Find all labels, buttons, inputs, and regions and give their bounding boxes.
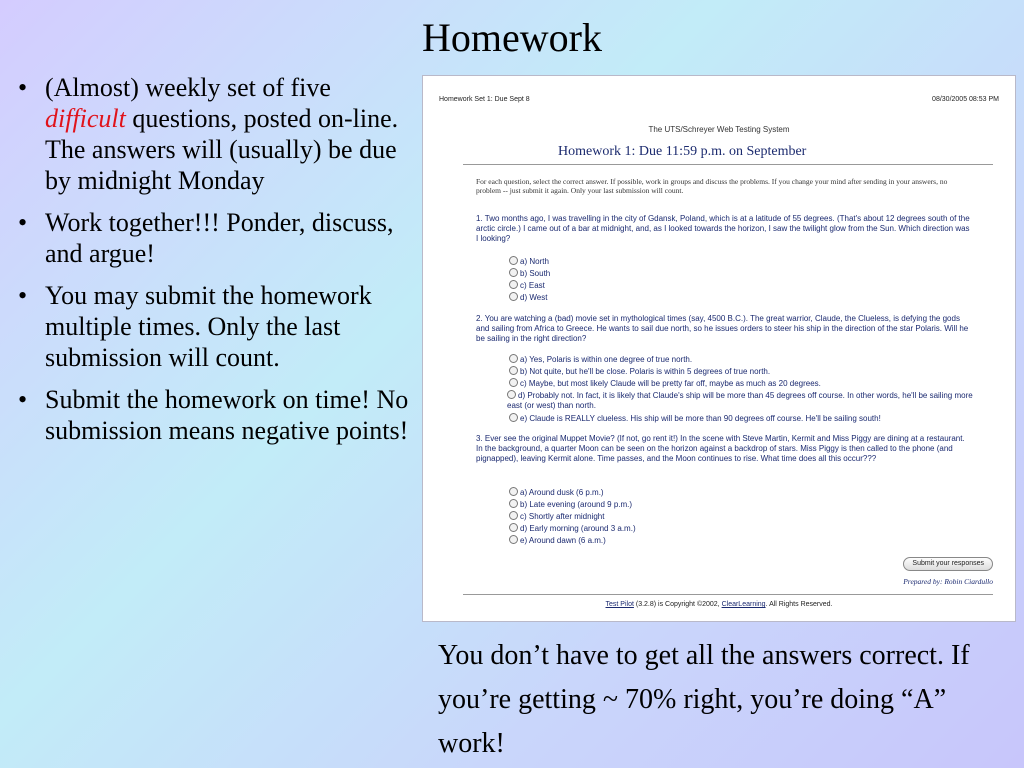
clearlearning-link[interactable]: ClearLearning	[721, 601, 766, 608]
answer-option[interactable]	[509, 280, 545, 291]
answer-option[interactable]	[509, 511, 604, 522]
emphasized-word: difficult	[45, 104, 126, 133]
radio-button-icon[interactable]	[509, 292, 518, 301]
instructions-text: For each question, select the correct answer. If possible, work in groups and discuss the problems. If you change your mind after sending in your answers, no problem -- just submit it again. Only your last submission will count.	[476, 177, 948, 195]
radio-button-icon[interactable]	[509, 256, 518, 265]
radio-button-icon[interactable]	[509, 487, 518, 496]
divider	[463, 594, 993, 595]
option-label: c) East	[520, 281, 545, 290]
bullet-list	[18, 72, 413, 457]
radio-button-icon[interactable]	[509, 378, 518, 387]
option-label: b) South	[520, 269, 551, 278]
question-3-text: 3. Ever see the original Muppet Movie? (If not, go rent it!) In the scene with Steve Martin, Kermit and Miss Piggy are dining at a restaurant. In the background, a quarter Moon can be seen on the horizon against a backdrop of stars. Miss Piggy is then called to the phone (and pignapped), leaving Kermit alone. Time passes, and the Moon continues to rise. What time does all this occur???	[476, 434, 965, 463]
radio-button-icon[interactable]	[509, 413, 518, 422]
option-label: d) Probably not. In fact, it is likely that Claude's ship will be more than 45 degrees off course. In other words, he'll be sailing more east (or west) than north.	[507, 391, 973, 410]
radio-button-icon[interactable]	[509, 354, 518, 363]
option-label: a) North	[520, 257, 549, 266]
copyright-footer	[423, 600, 1015, 610]
bullet-text: Submit the homework on time! No submission means negative points!	[45, 385, 409, 445]
option-label: d) Early morning (around 3 a.m.)	[520, 524, 636, 533]
option-label: a) Around dusk (6 p.m.)	[520, 488, 604, 497]
radio-button-icon[interactable]	[507, 390, 516, 399]
option-label: a) Yes, Polaris is within one degree of true north.	[520, 355, 693, 364]
radio-button-icon[interactable]	[509, 499, 518, 508]
answer-option[interactable]	[509, 413, 881, 424]
bullet-text: (Almost) weekly set of five	[45, 73, 331, 102]
bullet-text: You may submit the homework multiple times. Only the last submission will count.	[45, 281, 372, 372]
bullet-item	[18, 384, 413, 446]
question-2-text: 2. You are watching a (bad) movie set in mythological times (say, 4500 B.C.). The great warrior, Claude, the Clueless, is defying the gods and sailing from Africa to Greece. He wants to sail due north, so he issues orders to steer his ship in the direction of the star Polaris. Will he be sailing in the right direction?	[476, 314, 969, 343]
bullet-text-end: questions, posted on-line. The answers will (usually) be due by midnight Monday	[45, 104, 399, 195]
answer-option[interactable]	[509, 487, 604, 498]
test-pilot-link[interactable]: Test Pilot	[605, 601, 634, 608]
system-name: The UTS/Schreyer Web Testing System	[648, 125, 790, 134]
prepared-by-credit: Prepared by: Robin Ciardullo	[903, 577, 993, 586]
footer-text: (3.2.8) is Copyright ©2002,	[633, 601, 722, 608]
bottom-note: You don’t have to get all the answers correct. If you’re getting ~ 70% right, you’re doing “A” work!	[438, 640, 970, 759]
bullet-item	[18, 207, 413, 269]
answer-option[interactable]	[509, 378, 821, 389]
bullet-text: Work together!!! Ponder, discuss, and argue!	[45, 208, 394, 268]
bullet-item	[18, 280, 413, 373]
page-header-title: Homework Set 1: Due Sept 8	[439, 96, 530, 103]
answer-option[interactable]	[509, 523, 636, 534]
radio-button-icon[interactable]	[509, 511, 518, 520]
homework-page-screenshot	[422, 75, 1016, 622]
answer-option[interactable]	[509, 535, 606, 546]
bullet-item	[18, 72, 413, 196]
option-label: e) Claude is REALLY clueless. His ship will be more than 90 degrees off course. He'll be sailing south!	[520, 414, 881, 423]
answer-option[interactable]	[509, 366, 770, 377]
radio-button-icon[interactable]	[509, 366, 518, 375]
homework-title: Homework 1: Due 11:59 p.m. on September	[558, 144, 807, 159]
option-label: c) Shortly after midnight	[520, 512, 605, 521]
radio-button-icon[interactable]	[509, 268, 518, 277]
radio-button-icon[interactable]	[509, 523, 518, 532]
option-label: b) Late evening (around 9 p.m.)	[520, 500, 633, 509]
answer-option[interactable]	[509, 499, 632, 510]
answer-option[interactable]	[509, 256, 549, 267]
submit-responses-button[interactable]: Submit your responses	[903, 557, 993, 571]
option-label: c) Maybe, but most likely Claude will be pretty far off, maybe as much as 20 degrees.	[520, 379, 821, 388]
slide-title: Homework	[422, 15, 602, 60]
divider	[463, 164, 993, 165]
answer-option[interactable]	[509, 354, 692, 365]
page-header-timestamp: 08/30/2005 08:53 PM	[932, 96, 999, 103]
answer-option[interactable]	[509, 292, 547, 303]
option-label: d) West	[520, 293, 548, 302]
footer-text-end: . All Rights Reserved.	[765, 601, 833, 608]
question-1-text: 1. Two months ago, I was travelling in the city of Gdansk, Poland, which is at a latitude of 55 degrees. (That's about 12 degrees south of the arctic circle.) I came out of a bar at midnight, and, as I looked towards the horizon, I saw the twilight glow from the Sun. Which direction was I looking?	[476, 214, 970, 243]
radio-button-icon[interactable]	[509, 535, 518, 544]
radio-button-icon[interactable]	[509, 280, 518, 289]
answer-option[interactable]	[509, 268, 550, 279]
answer-option[interactable]	[507, 390, 977, 411]
option-label: b) Not quite, but he'll be close. Polaris is within 5 degrees of true north.	[520, 367, 771, 376]
option-label: e) Around dawn (6 a.m.)	[520, 536, 606, 545]
